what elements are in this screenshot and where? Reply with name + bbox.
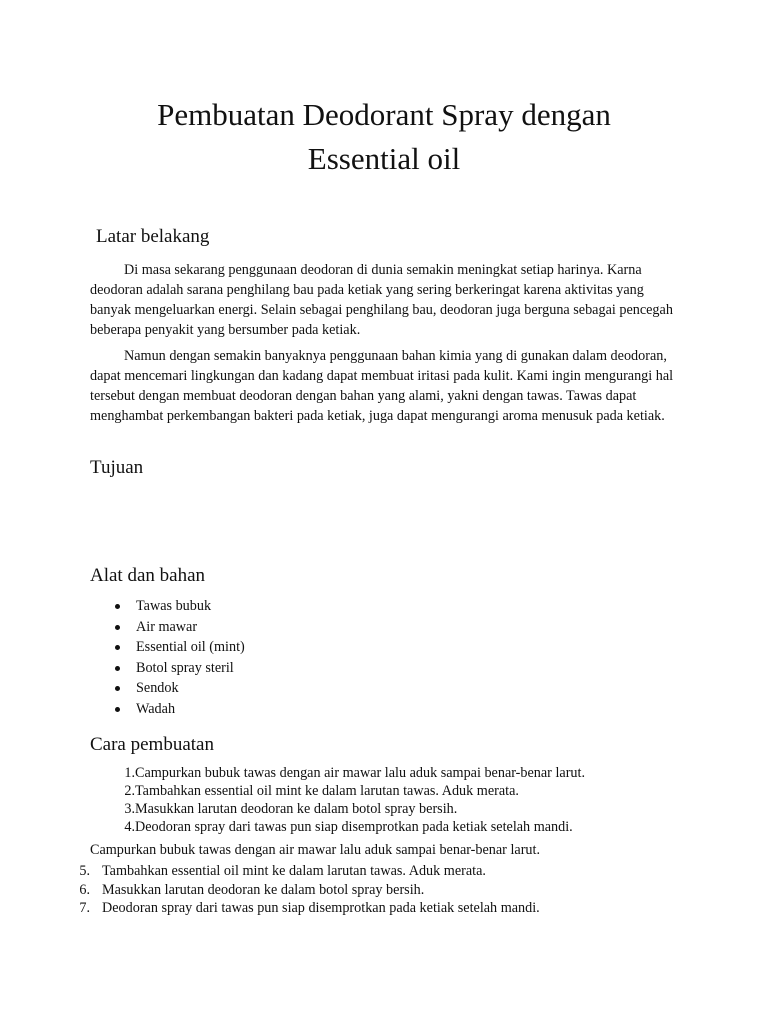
step-number: 3. [124,801,135,817]
list-item: Sendok [112,678,245,699]
heading-cara-pembuatan: Cara pembuatan [90,734,214,755]
step-item [90,764,586,782]
document-title [0,93,768,181]
bullet-icon [115,625,120,630]
step-text: Deodoran spray dari tawas pun siap disemprotkan pada ketiak setelah mandi. [102,900,540,916]
step-number: 6. [79,881,90,898]
heading-latar-belakang: Latar belakang [96,226,210,247]
steps-list-continued [62,862,540,918]
step-text: Campurkan bubuk tawas dengan air mawar lalu aduk sampai benar-benar larut. [135,765,586,781]
steps-list [90,764,586,836]
paragraph-latar-2: Namun dengan semakin banyaknya penggunaan bahan kimia yang di gunakan dalam deodoran, dapat mencemari lingkungan dan kadang dapat membuat iritasi pada kulit. Kami ingin mengurangi hal tersebut dengan membuat deodoran dengan bahan yang alami, yakni dengan tawas. Tawas dapat menghambat perkembangan bakteri pada ketiak, juga dapat mengurangi aroma menusuk pada ketiak. [90,348,674,424]
list-item: Botol spray steril [112,658,245,679]
materials-list [112,596,245,719]
list-item: Tawas bubuk [112,596,245,617]
step-item [62,899,540,918]
step-text: Masukkan larutan deodoran ke dalam botol spray bersih. [102,881,425,898]
bullet-icon [115,686,120,691]
heading-alat-dan-bahan: Alat dan bahan [90,565,206,586]
bullet-icon [115,604,120,609]
step-text: Masukkan larutan deodoran ke dalam botol spray bersih. [135,801,458,817]
step-item [62,862,486,881]
step-item [90,818,573,836]
list-item: Wadah [112,699,245,720]
step-number: 1. [124,765,135,781]
heading-tujuan: Tujuan [90,457,144,478]
step-number: 4. [124,819,135,835]
paragraph-latar-1: Di masa sekarang penggunaan deodoran di dunia semakin meningkat setiap harinya. Karna deodoran adalah sarana penghilang bau pada ketiak yang sering berkeringat karena aktivitas yang banyak mengeluarkan energi. Selain sebagai penghilang bau, deodoran juga berguna sebagai pencegah beberapa penyakit yang bersumber pada ketiak. [90,262,673,338]
unnumbered-step-line: Campurkan bubuk tawas dengan air mawar lalu aduk sampai benar-benar larut. [90,842,541,858]
title-line-2: Essential oil [307,141,461,176]
step-text: Deodoran spray dari tawas pun siap disemprotkan pada ketiak setelah mandi. [135,819,573,835]
bullet-icon [115,707,120,712]
bullet-icon [115,666,120,671]
step-number: 7. [79,900,90,916]
title-line-1: Pembuatan Deodorant Spray dengan [157,97,611,132]
list-item: Air mawar [112,617,245,638]
step-number: 2. [124,783,135,799]
step-number: 5. [79,863,90,879]
step-item [90,782,519,800]
step-text: Tambahkan essential oil mint ke dalam larutan tawas. Aduk merata. [102,863,486,879]
bullet-icon [115,645,120,650]
step-item [90,800,458,818]
step-text: Tambahkan essential oil mint ke dalam larutan tawas. Aduk merata. [135,783,519,799]
list-item: Essential oil (mint) [112,637,245,658]
step-item [62,881,425,900]
